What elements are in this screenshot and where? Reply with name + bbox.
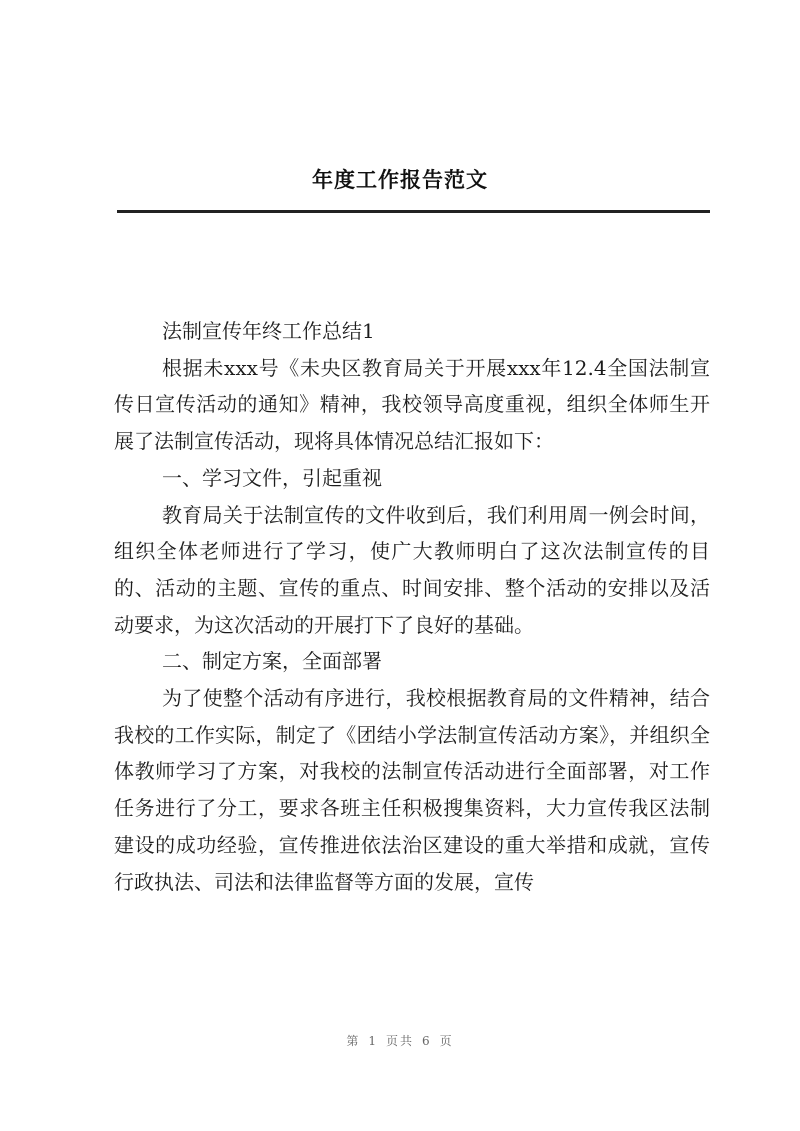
footer-prefix: 第	[346, 1034, 361, 1048]
body-paragraph: 为了使整个活动有序进行，我校根据教育局的文件精神，结合我校的工作实际，制定了《团结小学法制宣传活动方案》，并组织全体教师学习了方案，对我校的法制宣传活动进行全面部署，对工作任务进行了分工，要求各班主任积极搜集资料，大力宣传我区法制建设的成功经验，宣传推进依法治区建设的重大举措和成就，宣传行政执法、司法和法律监督等方面的发展，宣传	[114, 686, 710, 894]
body-paragraph: 教育局关于法制宣传的文件收到后，我们利用周一例会时间，组织全体老师进行了学习，使广大教师明白了这次法制宣传的目的、活动的主题、宣传的重点、时间安排、整个活动的安排以及活动要求，为这次活动的开展打下了良好的基础。	[114, 502, 710, 637]
document-body	[114, 313, 710, 900]
section-heading: 二、制定方案，全面部署	[162, 649, 382, 674]
title-divider	[117, 210, 710, 213]
footer-middle: 页共	[385, 1034, 414, 1048]
section-heading: 法制宣传年终工作总结1	[162, 319, 375, 343]
document-title: 年度工作报告范文	[312, 167, 488, 192]
page-footer	[0, 1032, 800, 1049]
footer-total-pages: 6	[422, 1034, 432, 1048]
section-heading: 一、学习文件，引起重视	[162, 465, 382, 490]
body-paragraph: 根据未xxx号《未央区教育局关于开展xxx年12.4全国法制宣传日宣传活动的通知》精神，我校领导高度重视，组织全体师生开展了法制宣传活动，现将具体情况总结汇报如下：	[114, 355, 710, 454]
footer-suffix: 页	[439, 1034, 454, 1048]
footer-current-page: 1	[368, 1034, 378, 1048]
